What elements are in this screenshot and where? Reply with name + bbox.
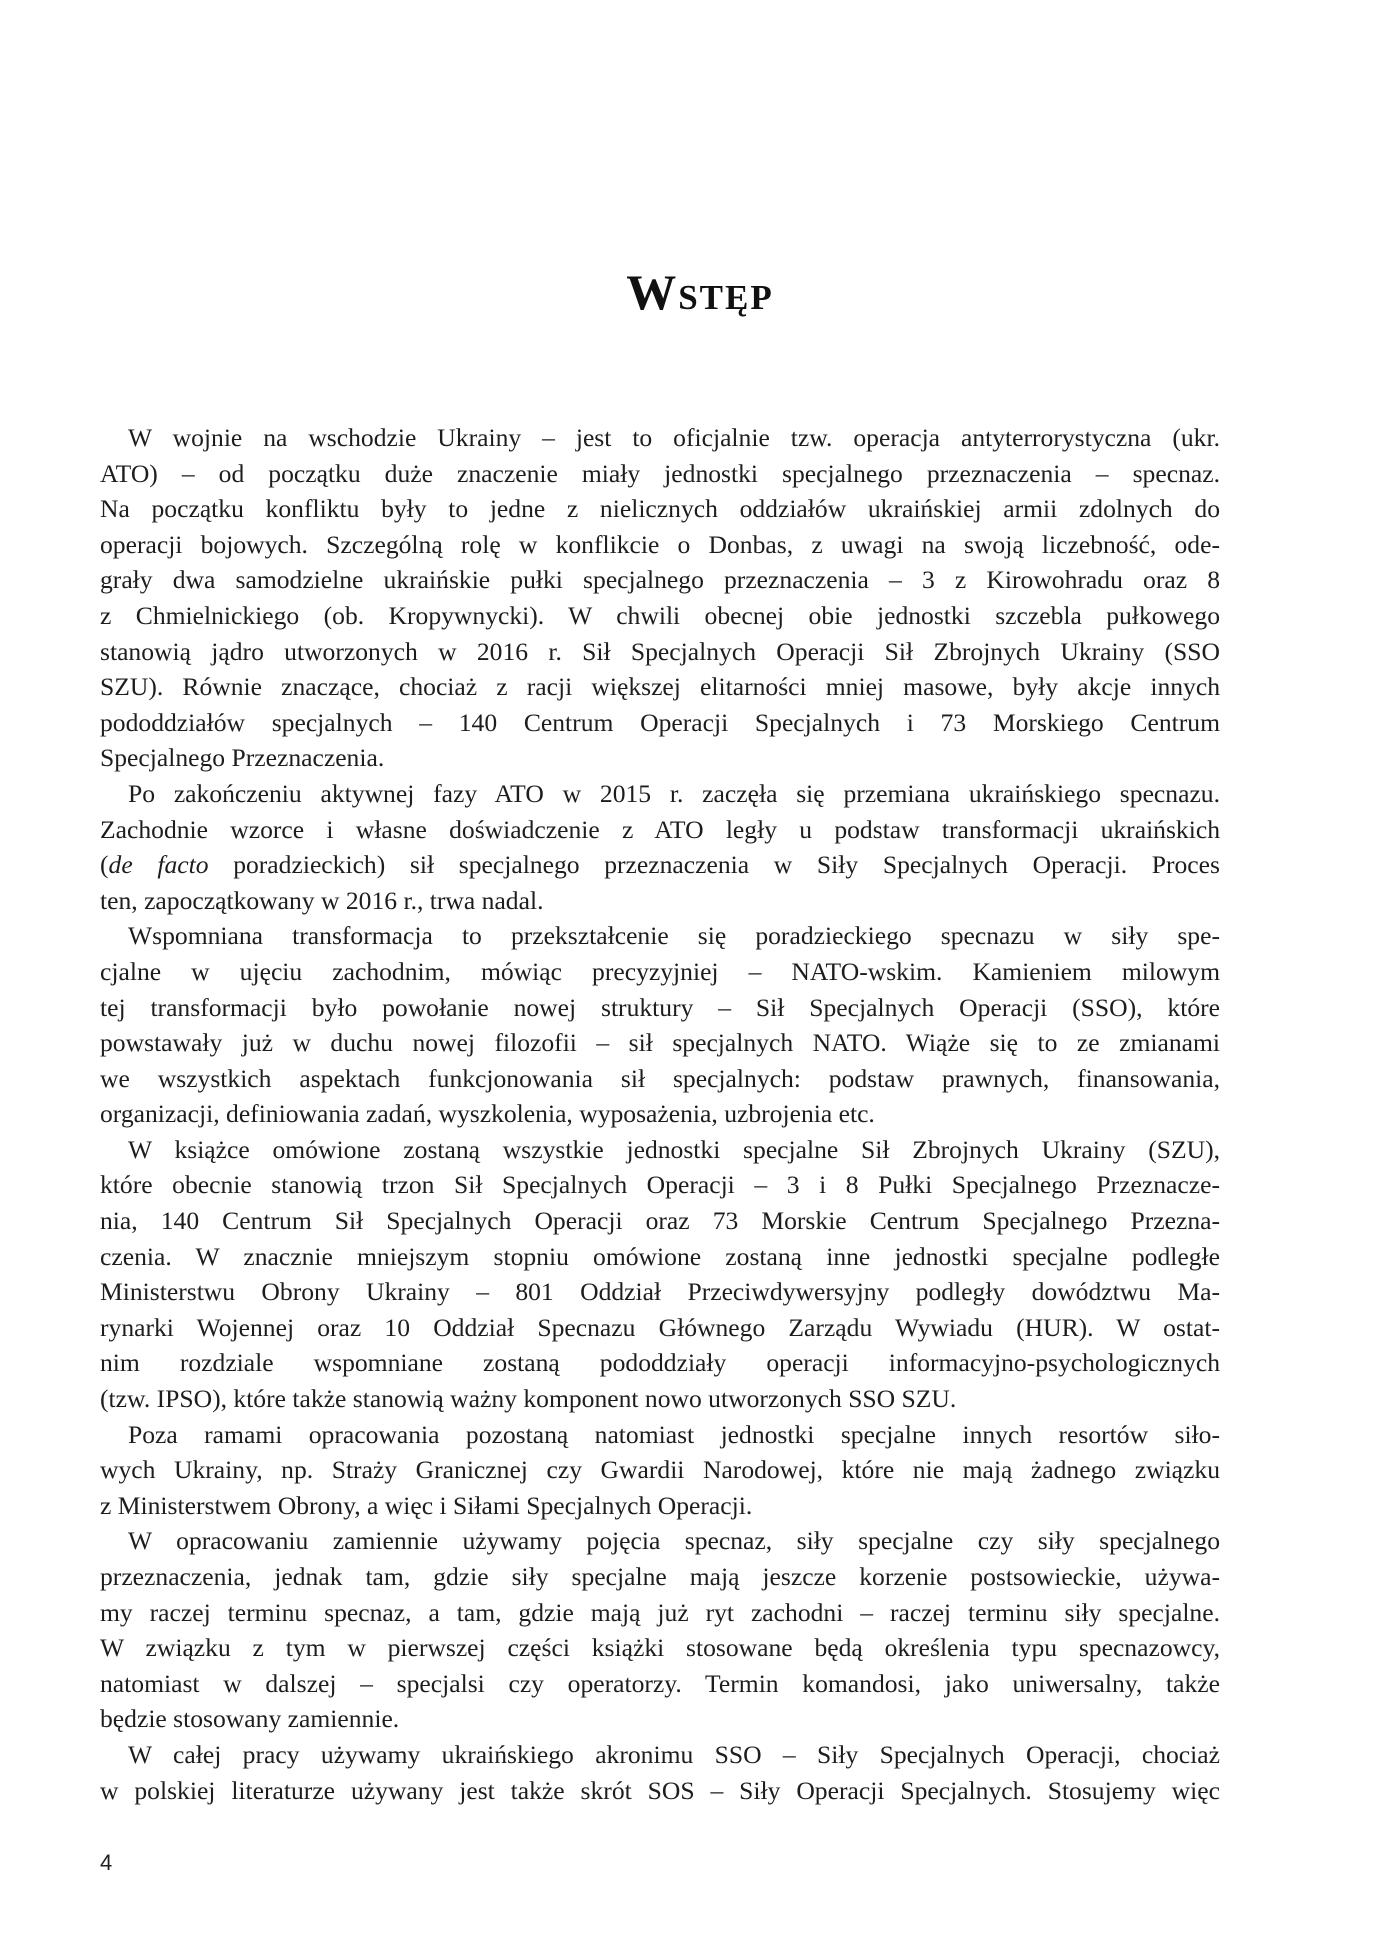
text-line: we wszystkich aspektach funkcjonowania sił specjalnych: podstaw prawnych, finansowania,	[100, 1063, 1220, 1093]
text-line: z Ministerstwem Obrony, a więc i Siłami Specjalnych Operacji.	[100, 1490, 753, 1520]
text-line: w polskiej literaturze używany jest także skrót SOS – Siły Operacji Specjalnych. Stosujemy więc	[100, 1775, 1220, 1805]
text-line: my raczej terminu specnaz, a tam, gdzie mają już ryt zachodni – raczej terminu siły specjalne.	[100, 1597, 1220, 1627]
text-line: grały dwa samodzielne ukraińskie pułki specjalnego przeznaczenia – 3 z Kirowohradu oraz 8	[100, 565, 1220, 595]
text-line: rynarki Wojennej oraz 10 Oddział Specnazu Głównego Zarządu Wywiadu (HUR). W ostat-	[100, 1312, 1220, 1342]
text-line: (tzw. IPSO), które także stanowią ważny komponent nowo utworzonych SSO SZU.	[100, 1384, 957, 1414]
text-line: ten, zapoczątkowany w 2016 r., trwa nadal.	[100, 885, 544, 915]
text-line: powstawały już w duchu nowej filozofii – sił specjalnych NATO. Wiąże się to ze zmianami	[100, 1028, 1220, 1058]
chapter-title: Wstęp	[626, 264, 774, 320]
text-line: Zachodnie wzorce i własne doświadczenie z ATO legły u podstaw transformacji ukraińskich	[100, 814, 1220, 844]
body-text	[100, 420, 1220, 1808]
text-line: czenia. W znacznie mniejszym stopniu omówione zostaną inne jednostki specjalne podległe	[100, 1241, 1220, 1271]
text-line: Na początku konfliktu były to jedne z nielicznych oddziałów ukraińskiej armii zdolnych do	[100, 494, 1220, 524]
text-line: natomiast w dalszej – specjalsi czy operatorzy. Termin komandosi, jako uniwersalny, także	[100, 1668, 1220, 1698]
text-line: SZU). Równie znaczące, chociaż z racji większej elitarności mniej masowe, były akcje innych	[100, 672, 1220, 702]
text-line: tej transformacji było powołanie nowej struktury – Sił Specjalnych Operacji (SSO), które	[100, 992, 1220, 1022]
text-line: wych Ukrainy, np. Straży Granicznej czy Gwardii Narodowej, które nie mają żadnego związku	[100, 1455, 1220, 1485]
text-line: W całej pracy używamy ukraińskiego akronimu SSO – Siły Specjalnych Operacji, chociaż	[128, 1739, 1220, 1769]
text-line: operacji bojowych. Szczególną rolę w konflikcie o Donbas, z uwagi na swoją liczebność, ode-	[100, 529, 1220, 559]
text-line: Po zakończeniu aktywnej fazy ATO w 2015 r. zaczęła się przemiana ukraińskiego specnazu.	[128, 778, 1220, 808]
text-line: nim rozdziale wspomniane zostaną pododdziały operacji informacyjno-psychologicznych	[100, 1348, 1220, 1378]
paragraph	[100, 918, 1220, 1132]
text-line: Ministerstwu Obrony Ukrainy – 801 Oddział Przeciwdywersyjny podległy dowództwu Ma-	[100, 1277, 1220, 1307]
text-line: (de facto poradzieckich) sił specjalnego przeznaczenia w Siły Specjalnych Operacji. Proces	[100, 850, 1220, 880]
paragraph	[100, 1737, 1220, 1808]
page-number: 4	[100, 1850, 113, 1875]
text-line: z Chmielnickiego (ob. Kropywnycki). W chwili obecnej obie jednostki szczebla pułkowego	[100, 600, 1220, 630]
paragraph	[100, 1417, 1220, 1524]
text-line: będzie stosowany zamiennie.	[100, 1704, 400, 1734]
text-line: stanowią jądro utworzonych w 2016 r. Sił Specjalnych Operacji Sił Zbrojnych Ukrainy (SSO	[100, 636, 1220, 666]
text-line: pododdziałów specjalnych – 140 Centrum Operacji Specjalnych i 73 Morskiego Centrum	[100, 707, 1220, 737]
text-line: W książce omówione zostaną wszystkie jednostki specjalne Sił Zbrojnych Ukrainy (SZU),	[128, 1134, 1220, 1164]
text-line: nia, 140 Centrum Sił Specjalnych Operacji oraz 73 Morskie Centrum Specjalnego Przezna-	[100, 1206, 1220, 1236]
text-line: W opracowaniu zamiennie używamy pojęcia specnaz, siły specjalne czy siły specjalnego	[128, 1526, 1220, 1556]
text-line: przeznaczenia, jednak tam, gdzie siły specjalne mają jeszcze korzenie postsowieckie, używa-	[100, 1562, 1220, 1591]
text-line: cjalne w ujęciu zachodnim, mówiąc precyzyjniej – NATO-wskim. Kamieniem milowym	[100, 956, 1220, 986]
text-line: W związku z tym w pierwszej części książki stosowane będą określenia typu specnazowcy,	[100, 1633, 1220, 1663]
text-line: które obecnie stanowią trzon Sił Specjalnych Operacji – 3 i 8 Pułki Specjalnego Przeznacze-	[100, 1170, 1220, 1200]
text-line: Poza ramami opracowania pozostaną natomiast jednostki specjalne innych resortów siło-	[128, 1419, 1220, 1449]
paragraph	[100, 1132, 1220, 1417]
text-line: Wspomniana transformacja to przekształcenie się poradzieckiego specnazu w siły spe-	[128, 921, 1220, 951]
text-line: ATO) – od początku duże znaczenie miały jednostki specjalnego przeznaczenia – specnaz.	[100, 458, 1220, 488]
paragraph	[100, 420, 1220, 776]
text-line: W wojnie na wschodzie Ukrainy – jest to oficjalnie tzw. operacja antyterrorystyczna (ukr.	[128, 423, 1220, 452]
text-line: organizacji, definiowania zadań, wyszkolenia, wyposażenia, uzbrojenia etc.	[100, 1099, 875, 1129]
paragraph	[100, 1523, 1220, 1737]
text-line: Specjalnego Przeznaczenia.	[100, 743, 385, 773]
paragraph	[100, 776, 1220, 918]
